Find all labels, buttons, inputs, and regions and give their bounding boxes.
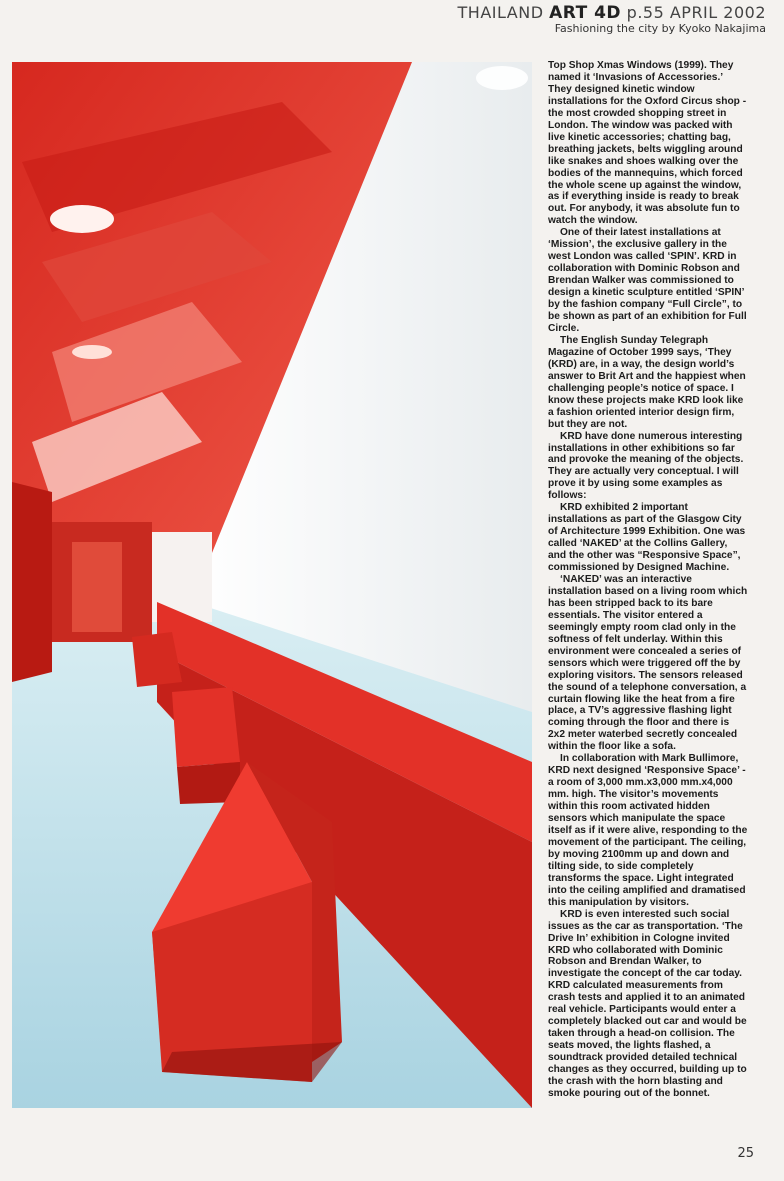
paragraph-4: KRD have done numerous interesting installations in other exhibitions so far and provoke the meaning of the objects. They are actually very conceptual. I will prove it by using some examples as follows: (548, 430, 744, 502)
paragraph-5: KRD exhibited 2 important installations as part of the Glasgow City of Architecture 1999 Exhibition. One was called ‘NAKED’ at the Collins Gallery, and the other was “Responsive Space”, commissioned by Designed Machine. (548, 502, 746, 574)
page-header (458, 4, 766, 36)
article-column (548, 60, 748, 1120)
red-corridor-illustration (12, 62, 532, 1108)
paragraph-6: ‘NAKED’ was an interactive installation based on a living room which has been stripped back to its bare essentials. The visitor entered a seemingly empty room clad only in the softness of felt underlay. Within this environment were concealed a series of sensors which were triggered off the by exploring visitors. The sensors released the sound of a telephone conversation, a curtain flowing like the heat from a fire place, a TV’s aggressive flashing light coming through the floor and there is 2x2 meter waterbed secretly concealed within the floor like a sofa. (548, 573, 748, 753)
issue-info: p.55 APRIL 2002 (626, 3, 766, 22)
paragraph-8: KRD is even interested such social issues as the car as transportation. ‘The Drive In’ exhibition in Cologne invited KRD who collaborated with Dominic Robson and Brendan Walker, to investigate the concept of the car today. KRD calculated measurements from crash tests and applied it to an animated real vehicle. Participants would enter a completely blacked out car and would be taken through a head-on collision. The seats moved, the lights flashed, a soundtrack provided detailed technical changes as they occurred, building up to the crash with the horn blasting and smoke pouring out of the bonnet. (548, 908, 747, 1099)
paragraph-2: One of their latest installations at ‘Mission’, the exclusive gallery in the west London was called ‘SPIN’. KRD in collaboration with Dominic Robson and Brendan Walker was commissioned to design a kinetic sculpture entitled ‘SPIN’ by the fashion company “Full Circle”, to be shown as part of an exhibition for Full Circle. (548, 227, 747, 334)
publication-name: THAILAND (457, 3, 544, 22)
paragraph-7: In collaboration with Mark Bullimore, KRD next designed ‘Responsive Space’ - a room of 3,000 mm.x3,000 mm.x4,000 mm. high. The visitor’s movements within this room activated hidden sensors which manipulate the space itself as if it were alive, responding to the movement of the participant. The ceiling, by moving 2100mm up and down and tilting side, to side completely transforms the space. Light integrated into the ceiling amplified and dramatised this manipulation by visitors. (548, 753, 748, 908)
article-byline: Fashioning the city by Kyoko Nakajima (554, 22, 766, 35)
paragraph-1: Top Shop Xmas Windows (1999). They named it ‘Invasions of Accessories.’ They designed kinetic window installations for the Oxford Circus shop - the most crowded shopping street in London. The window was packed with live kinetic accessories; chatting bag, breathing jackets, belts wiggling around like snakes and shoes walking over the bodies of the mannequins, which forced the whole scene up against the window, as if everything inside is ready to break out. For anybody, it was absolute fun to watch the window. (548, 60, 747, 227)
paragraph-3: The English Sunday Telegraph Magazine of October 1999 says, ‘They (KRD) are, in a way, the design world’s answer to Brit Art and the happiest when challenging people’s notice of space. I know these projects make KRD look like a fashion oriented interior design firm, but they are not. (548, 334, 746, 430)
publication-line (458, 4, 766, 22)
publication-name-bold: ART 4D (549, 3, 622, 23)
page-number: 25 (737, 1146, 754, 1161)
installation-photo (12, 62, 532, 1108)
